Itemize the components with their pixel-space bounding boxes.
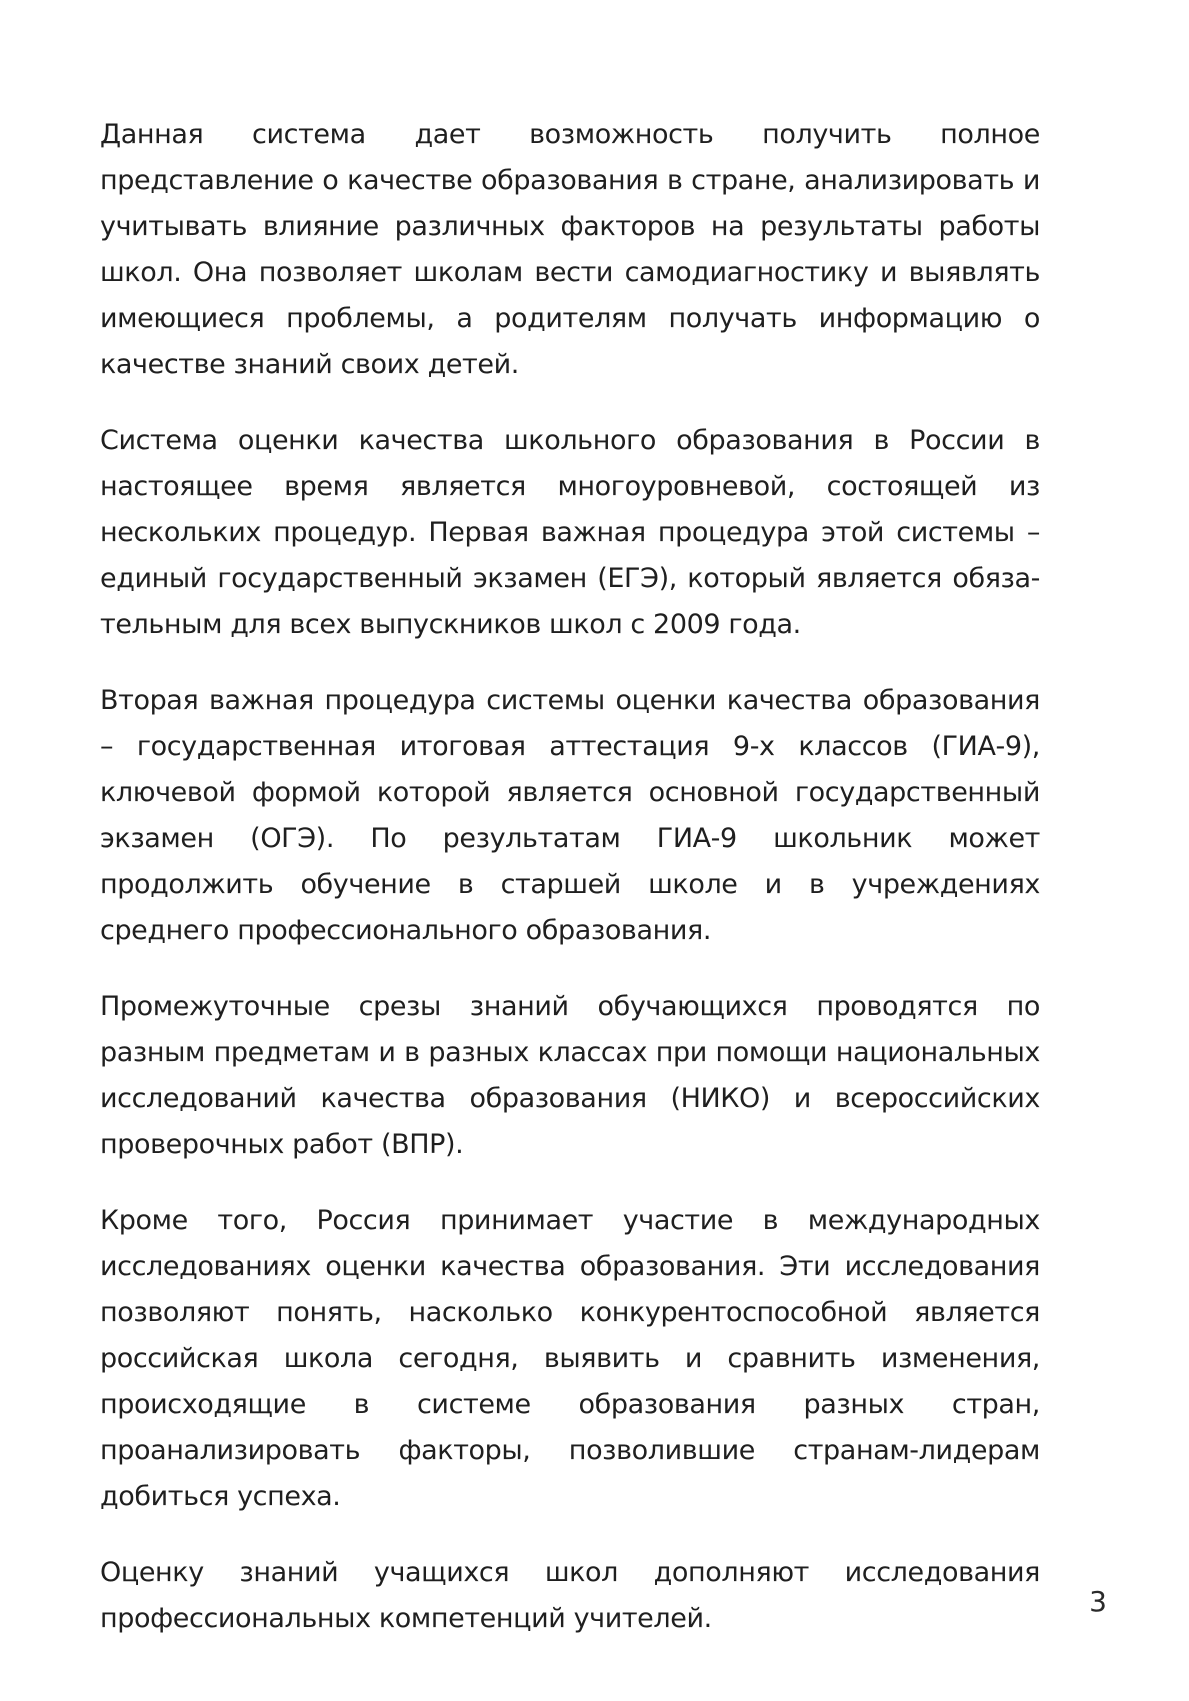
paragraph-4: Промежуточные срезы знаний обучающихся проводятся по разным предметам и в разных классах при помощи национальных исследований качества образования (НИКО) и всероссийских проверочных работ (ВПР). [100,991,1040,1160]
paragraph-5: Кроме того, Россия принимает участие в международных исследованиях оценки качества образования. Эти исследования позволяют понять, насколько конкурентоспособной является российская школа сегодня, выявить и сравнить изменения, происходящие в системе образования разных стран, проанализировать факторы, позволившие странам-лидерам добиться успеха. [100,1205,1040,1512]
paragraph-6: Оценку знаний учащихся школ дополняют исследования профессиональных компетенций учителей. [100,1557,1040,1634]
page-number: 3 [1089,1585,1107,1618]
paragraph-3: Вторая важная процедура системы оценки качества образования – государственная итоговая аттестация 9-х классов (ГИА-9), ключевой формой которой является основной государственный экзамен (ОГЭ). По результатам ГИА-9 школьник может продолжить обучение в старшей школе и в учреждениях среднего профессионального образования. [100,685,1040,946]
body-text [100,112,1040,1672]
paragraph-2: Система оценки качества школьного образования в России в настоящее время является многоуровневой, состоящей из нескольких процедур. Первая важная процедура этой системы – единый государственный экзамен (ЕГЭ), который является обяза-тельным для всех выпускников школ с 2009 года. [100,425,1040,640]
paragraph-1: Данная система дает возможность получить полное представление о качестве образования в стране, анализировать и учитывать влияние различных факторов на результаты работы школ. Она позволяет школам вести самодиагностику и выявлять имеющиеся проблемы, а родителям получать информацию о качестве знаний своих детей. [100,119,1040,380]
